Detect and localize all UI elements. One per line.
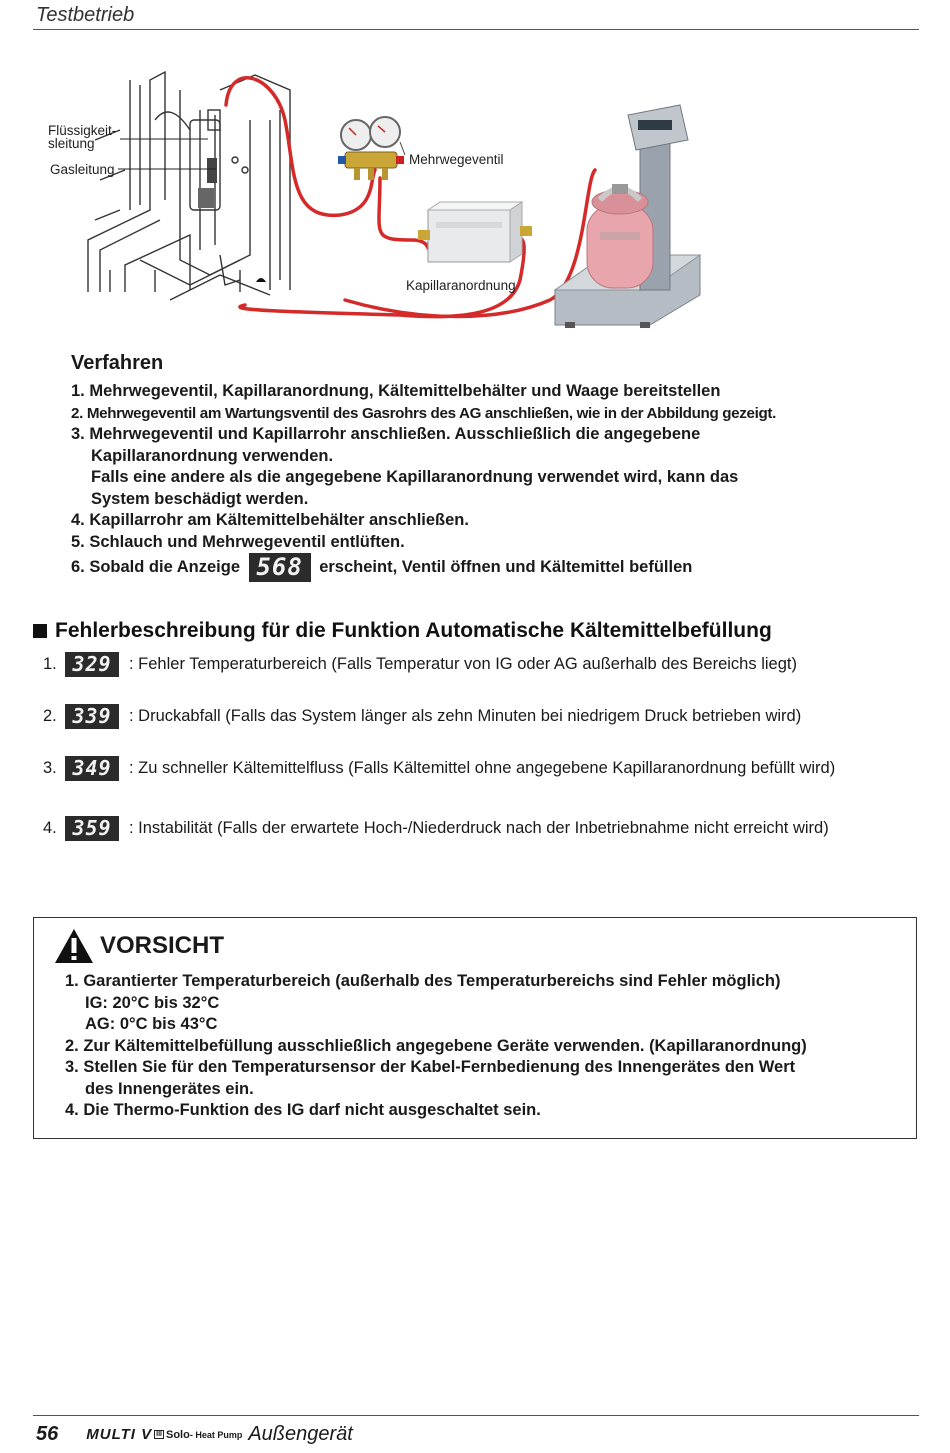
page-number: 56	[36, 1423, 59, 1445]
footer-section-title: Außengerät	[248, 1423, 353, 1445]
square-bullet-icon	[33, 624, 47, 638]
error-code-display: 349	[65, 756, 119, 781]
refrigerant-charging-illustration	[40, 60, 760, 340]
procedure-step-2: 2. Mehrwegeventil am Wartungsventil des Gasrohrs des AG anschließen, wie in der Abbildung gezeigt.	[71, 404, 776, 422]
outdoor-unit-drawing	[88, 72, 290, 300]
brand-logo: MULTI V	[86, 1426, 153, 1443]
caution-item-1: 1. Garantierter Temperaturbereich (außerhalb des Temperaturbereichs sind Fehler möglich) IG: 20°C bis 32°C AG: 0°C bis 43°C	[65, 972, 781, 1033]
error-code-display: 359	[65, 816, 119, 841]
caution-heading	[54, 928, 224, 964]
caution-item-4: 4. Die Thermo-Funktion des IG darf nicht ausgeschaltet sein.	[65, 1101, 541, 1119]
error-item-1: 1. 329 : Fehler Temperaturbereich (Falls Temperatur von IG oder AG außerhalb des Bereichs liegt)	[43, 652, 797, 676]
procedure-steps	[71, 381, 911, 582]
liquid-line-label: Flüssigkeit- sleitung	[48, 123, 117, 151]
procedure-section	[71, 352, 911, 582]
page-header-title: Testbetrieb	[36, 4, 135, 26]
service-valve-shape	[207, 158, 217, 183]
error-code-display: 339	[65, 704, 119, 729]
caution-box	[33, 917, 917, 1139]
header-divider	[33, 29, 919, 30]
footer-divider	[33, 1415, 919, 1416]
page-footer	[36, 1423, 353, 1446]
error-item-4: 4. 359 : Instabilität (Falls der erwartete Hoch-/Niederdruck nach der Inbetriebnahme nicht erreicht wird)	[43, 816, 829, 840]
procedure-step-3: 3. Mehrwegeventil und Kapillarrohr anschließen. Ausschließlich die angegebene Kapillaranordnung verwenden. Falls eine andere als die angegebene Kapillaranordnung verwendet wird, kann das System beschädigt werden.	[71, 425, 739, 508]
warning-triangle-icon	[54, 928, 94, 964]
procedure-step-1: 1. Mehrwegeventil, Kapillaranordnung, Kältemittelbehälter und Waage bereitstellen	[71, 382, 721, 400]
procedure-step-5: 5. Schlauch und Mehrwegeventil entlüften.	[71, 532, 405, 551]
model-name: Solo- Heat Pump	[165, 1428, 243, 1441]
error-code-display: 329	[65, 652, 119, 677]
refrigerant-cylinder	[587, 184, 653, 288]
error-section-heading: Fehlerbeschreibung für die Funktion Automatische Kältemittelbefüllung	[33, 619, 772, 643]
manifold-gauge-set	[338, 117, 404, 180]
error-item-3: 3. 349 : Zu schneller Kältemittelfluss (Falls Kältemittel ohne angegebene Kapillaranordnung befüllt wird)	[43, 756, 836, 780]
capillary-label: Kapillaranordnung	[406, 278, 516, 293]
caution-item-2: 2. Zur Kältemittelbefüllung ausschließlich angegebene Geräte verwenden. (Kapillaranordnung)	[65, 1036, 807, 1055]
error-item-2: 2. 339 : Druckabfall (Falls das System länger als zehn Minuten bei niedrigem Druck betrieben wird)	[43, 704, 802, 728]
gas-pipe-shape	[198, 188, 214, 208]
brand-badge: III	[156, 1431, 162, 1438]
procedure-step-6: 6. Sobald die Anzeige 568 erscheint, Ventil öffnen und Kältemittel befüllen	[71, 553, 693, 581]
lcd-display-568: 568	[249, 553, 311, 582]
charging-setup-drawing	[40, 60, 760, 340]
procedure-title: Verfahren	[71, 352, 164, 374]
caution-item-3: 3. Stellen Sie für den Temperatursensor der Kabel-Fernbedienung des Innengerätes den Wert des Innengerätes ein.	[65, 1058, 796, 1098]
capillary-assembly-box	[418, 202, 532, 262]
procedure-step-4: 4. Kapillarrohr am Kältemittelbehälter anschließen.	[71, 511, 469, 529]
caution-list	[65, 971, 905, 1122]
gas-line-label: Gasleitung	[50, 162, 115, 177]
manifold-label: Mehrwegeventil	[409, 152, 504, 167]
caution-title: VORSICHT	[100, 932, 225, 959]
